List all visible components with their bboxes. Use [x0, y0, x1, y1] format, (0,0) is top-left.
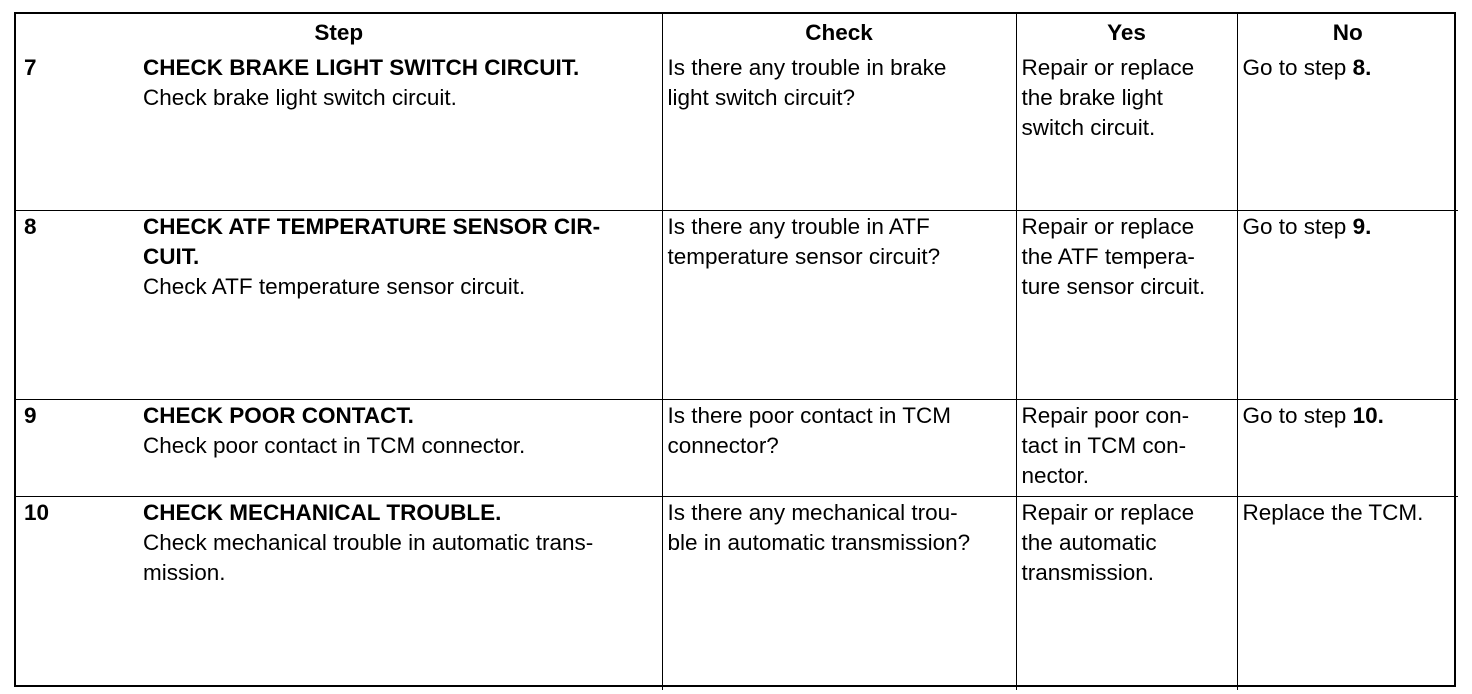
header-row	[16, 14, 1458, 52]
yes-line: nector.	[1021, 462, 1090, 488]
step-cell	[16, 496, 662, 690]
no-cell	[1237, 496, 1458, 690]
step-number: 9	[24, 402, 37, 428]
step-description-line: mission.	[143, 559, 226, 585]
check-line: Is there any trouble in brake	[667, 55, 947, 80]
yes-cell	[1016, 399, 1237, 496]
header-no: No	[1237, 14, 1458, 52]
step-title-line: CHECK MECHANICAL TROUBLE.	[143, 499, 502, 525]
step-title-line: CUIT.	[143, 243, 200, 269]
no-step-number: 10.	[1352, 402, 1384, 428]
no-prefix: Go to step	[1242, 402, 1353, 428]
step-number: 10	[24, 499, 50, 525]
yes-line: Repair or replace	[1021, 55, 1195, 80]
no-prefix: Go to step	[1242, 213, 1353, 239]
yes-line: ture sensor circuit.	[1021, 273, 1206, 299]
table-row	[16, 399, 1458, 496]
no-cell	[1237, 52, 1458, 210]
step-number: 7	[24, 55, 37, 80]
check-line: Is there any trouble in ATF	[667, 213, 930, 239]
check-cell	[662, 399, 1016, 496]
check-line: Is there poor contact in TCM	[667, 402, 951, 428]
step-number: 8	[24, 213, 37, 239]
diagnostic-table	[16, 14, 1458, 690]
header-step: Step	[16, 14, 662, 52]
no-cell	[1237, 399, 1458, 496]
check-cell	[662, 52, 1016, 210]
step-title-line: CHECK ATF TEMPERATURE SENSOR CIR-	[143, 213, 601, 239]
check-line: connector?	[667, 432, 779, 458]
header-check: Check	[662, 14, 1016, 52]
step-description-line: Check ATF temperature sensor circuit.	[143, 273, 526, 299]
no-text: Replace the TCM.	[1242, 499, 1424, 525]
step-cell	[16, 52, 662, 210]
yes-line: Repair or replace	[1021, 499, 1195, 525]
yes-line: the automatic	[1021, 529, 1157, 555]
step-title-line: CHECK BRAKE LIGHT SWITCH CIRCUIT.	[143, 55, 580, 80]
no-step-number: 9.	[1352, 213, 1372, 239]
step-description-line: Check poor contact in TCM connector.	[143, 432, 526, 458]
check-line: Is there any mechanical trou-	[667, 499, 958, 525]
check-line: ble in automatic transmission?	[667, 529, 971, 555]
diagnostic-table-frame	[14, 12, 1456, 687]
no-step-number: 8.	[1352, 55, 1372, 80]
step-description-line: Check brake light switch circuit.	[143, 85, 457, 110]
yes-line: Repair poor con-	[1021, 402, 1190, 428]
table-row	[16, 52, 1458, 210]
step-title-line: CHECK POOR CONTACT.	[143, 402, 414, 428]
check-line: temperature sensor circuit?	[667, 243, 941, 269]
yes-line: switch circuit.	[1021, 115, 1156, 140]
table-row	[16, 496, 1458, 690]
yes-cell	[1016, 52, 1237, 210]
step-description-line: Check mechanical trouble in automatic trans-	[143, 529, 594, 555]
no-cell	[1237, 210, 1458, 399]
step-cell	[16, 210, 662, 399]
yes-line: the brake light	[1021, 85, 1163, 110]
yes-line: the ATF tempera-	[1021, 243, 1195, 269]
check-line: light switch circuit?	[667, 85, 856, 110]
yes-line: transmission.	[1021, 559, 1155, 585]
yes-line: Repair or replace	[1021, 213, 1195, 239]
yes-cell	[1016, 496, 1237, 690]
check-cell	[662, 496, 1016, 690]
check-cell	[662, 210, 1016, 399]
no-prefix: Go to step	[1242, 55, 1353, 80]
yes-line: tact in TCM con-	[1021, 432, 1187, 458]
table-row	[16, 210, 1458, 399]
step-cell	[16, 399, 662, 496]
header-yes: Yes	[1016, 14, 1237, 52]
yes-cell	[1016, 210, 1237, 399]
